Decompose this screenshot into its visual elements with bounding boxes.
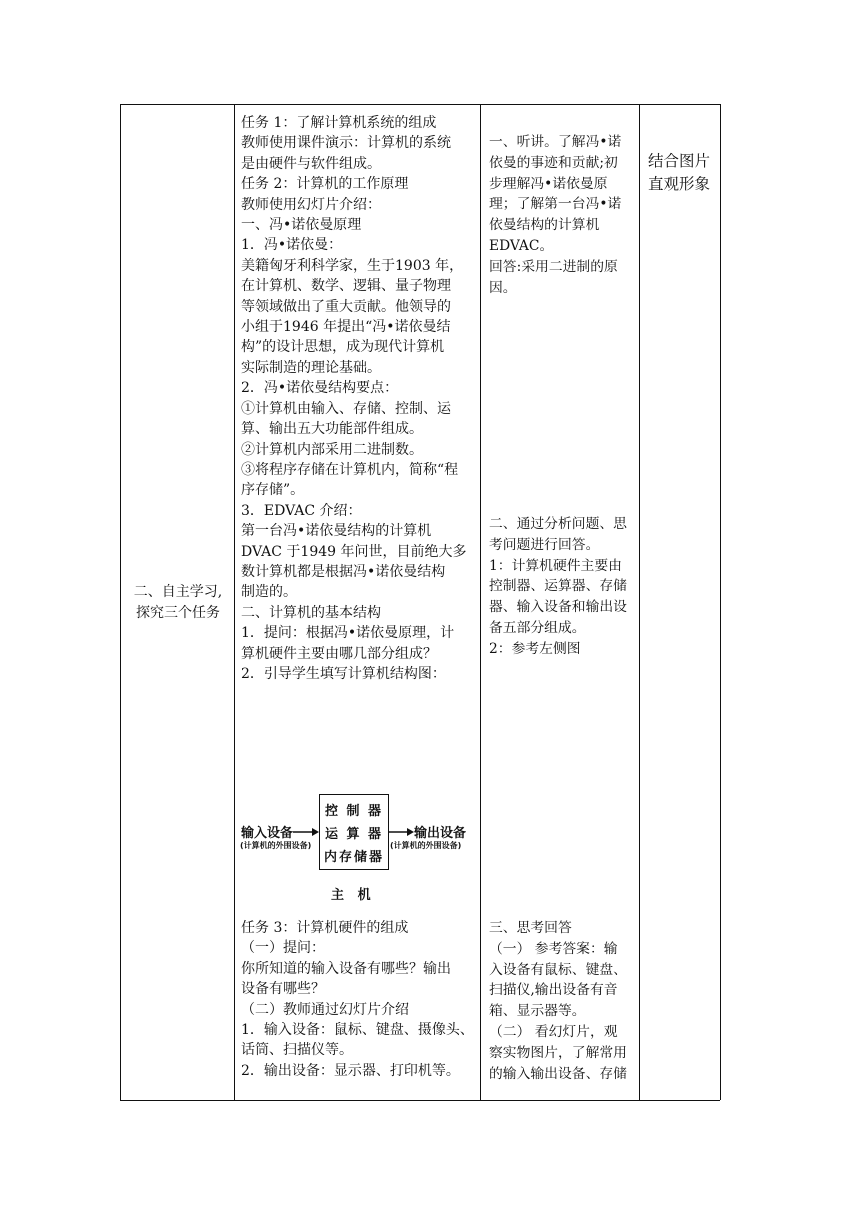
student-line: 一、听讲。了解冯•诺 (489, 134, 622, 150)
student-line: 步理解冯•诺依曼原 (489, 175, 608, 192)
task-line: 1．冯•诺依曼： (241, 237, 343, 254)
student-line: 察实物图片，了解常用 (489, 1044, 627, 1061)
task-line: DVAC 于1949 年问世，目前绝大多 (241, 543, 467, 560)
task-line: 小组于1946 年提出“冯•诺依曼结 (241, 319, 451, 336)
teacher-activity-column-bottom (241, 918, 477, 1081)
column-divider (639, 104, 640, 1100)
task-line: 二、计算机的基本结构 (241, 604, 381, 621)
student-line: 二、通过分析问题、思 (489, 516, 627, 532)
task-line: 教师使用幻灯片介绍： (241, 196, 381, 213)
task-line: 等领域做出了重大贡献。他领导的 (241, 298, 451, 315)
note-line: 直观形象 (648, 175, 711, 193)
task-line: 话筒、扫描仪等。 (241, 1042, 353, 1059)
student-activity-3 (489, 918, 637, 1084)
task-line: 任务 2：计算机的工作原理 (241, 176, 409, 193)
student-line: 入设备有鼠标、键盘、 (489, 961, 627, 978)
student-line: 1：计算机硬件主要由 (489, 557, 622, 574)
column-divider (720, 104, 721, 1100)
student-line: 2：参考左侧图 (489, 640, 581, 657)
student-line: 考问题进行回答。 (489, 536, 600, 553)
task-line: （一）提问： (241, 940, 325, 957)
host-box (319, 794, 389, 870)
task-line: 任务 1：了解计算机系统的组成 (241, 115, 437, 131)
student-line: 依曼的事迹和贡献;初 (489, 154, 618, 171)
student-line: EDVAC。 (489, 237, 554, 254)
task-line: ①计算机由输入、存储、控制、运 (241, 400, 451, 417)
student-line: 扫描仪,输出设备有音 (489, 982, 618, 999)
task-line: 2．引导学生填写计算机结构图： (241, 665, 446, 682)
column-divider (120, 104, 121, 1100)
alu-label: 运 算 器 (324, 827, 384, 842)
task-line: （二）教师通过幻灯片介绍 (241, 1001, 409, 1018)
task-line: 第一台冯•诺依曼结构的计算机 (241, 523, 432, 540)
controller-label: 控 制 器 (324, 804, 384, 819)
task-line: 算、输出五大功能部件组成。 (241, 421, 423, 438)
task-line: 序存储”。 (241, 482, 305, 499)
stage-label (126, 582, 230, 624)
teacher-activity-column (241, 113, 477, 684)
student-line: 箱、显示器等。 (489, 1003, 586, 1020)
student-activity-2 (489, 514, 637, 660)
student-line: 控制器、运算器、存储 (489, 578, 627, 595)
lesson-plan-table (120, 104, 720, 1100)
input-arrow-icon (293, 827, 319, 837)
task-line: 一、冯•诺依曼原理 (241, 217, 362, 234)
output-arrow-icon (388, 827, 414, 837)
task-line: 任务 3：计算机硬件的组成 (241, 920, 409, 936)
student-line: 回答:采用二进制的原 (489, 258, 618, 275)
task-line: ③将程序存储在计算机内，简称“程 (241, 461, 459, 478)
task-line: ②计算机内部采用二进制数。 (241, 441, 423, 458)
student-line: （一） 参考答案：输 (489, 940, 618, 957)
student-line: 的输入输出设备、存储 (489, 1065, 627, 1082)
task-line: 2．冯•诺依曼结构要点： (241, 380, 399, 397)
student-line: 备五部分组成。 (489, 619, 586, 636)
task-line: 1．提问：根据冯•诺依曼原理，计 (241, 625, 455, 642)
task-line: 在计算机、数学、逻辑、量子物理 (241, 278, 451, 295)
computer-structure-diagram (240, 790, 476, 908)
student-line: 因。 (489, 279, 517, 296)
student-line: 依曼结构的计算机 (489, 217, 600, 234)
task-line: 数计算机都是根据冯•诺依曼结构 (241, 563, 446, 580)
stage-label-line: 二、自主学习, (133, 584, 223, 600)
task-line: 美籍匈牙利科学家，生于1903 年， (241, 257, 464, 274)
task-line: 构”的设计思想，成为现代计算机 (241, 339, 445, 356)
task-line: 你所知道的输入设备有哪些？输出 (241, 960, 451, 977)
task-line: 2．输出设备：显示器、打印机等。 (241, 1062, 460, 1079)
task-line: 设备有哪些？ (241, 981, 325, 998)
output-device-sublabel: (计算机的外围设备) (390, 841, 462, 850)
student-line: （二） 看幻灯片，观 (489, 1023, 618, 1040)
task-line: 教师使用课件演示：计算机的系统 (241, 135, 451, 152)
student-line: 理；了解第一台冯•诺 (489, 196, 622, 213)
column-divider (480, 104, 481, 1100)
memory-label: 内存储器 (323, 850, 384, 865)
table-bottom-border (120, 1100, 720, 1101)
task-line: 1．输入设备：鼠标、键盘、摄像头、 (241, 1022, 474, 1039)
task-line: 制造的。 (241, 584, 297, 601)
column-divider (234, 104, 235, 1100)
stage-label-line: 探究三个任务 (136, 605, 220, 621)
student-line: 器、输入设备和输出设 (489, 599, 627, 616)
note-line: 结合图片 (648, 152, 711, 170)
task-line: 算机硬件主要由哪几部分组成？ (241, 645, 437, 662)
student-line: 三、思考回答 (489, 920, 572, 936)
input-device-sublabel: (计算机的外围设备) (240, 841, 312, 850)
design-notes-column (648, 150, 718, 196)
task-line: 实际制造的理论基础。 (241, 359, 381, 376)
student-activity-1 (489, 132, 637, 298)
table-top-border (120, 104, 720, 105)
task-line: 是由硬件与软件组成。 (241, 155, 381, 172)
host-caption: 主 机 (331, 888, 371, 903)
input-device-label: 输入设备 (241, 826, 294, 841)
task-line: 3．EDVAC 介绍： (241, 502, 362, 519)
output-device-label: 输出设备 (414, 826, 467, 841)
